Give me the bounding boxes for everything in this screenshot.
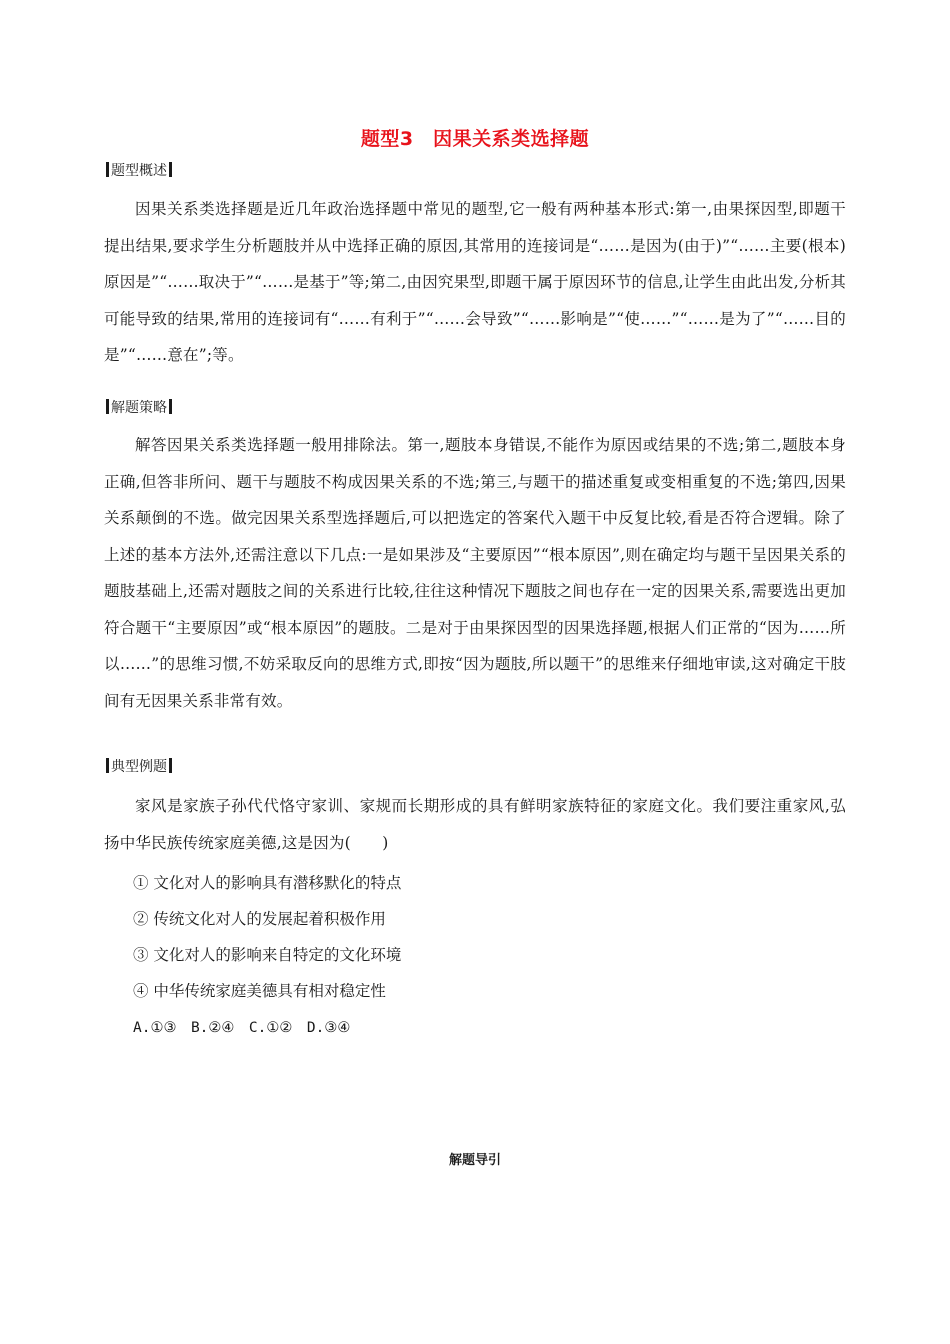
option-3: ③ 文化对人的影响来自特定的文化环境	[133, 946, 402, 964]
example-question-text: 家风是家族子孙代代恪守家训、家规而长期形成的具有鲜明家族特征的家庭文化。我们要注重家风,弘扬中华民族传统家庭美德,这是因为( )	[104, 797, 846, 852]
bracket-right-icon	[169, 399, 172, 414]
overview-text: 因果关系类选择题是近几年政治选择题中常见的题型,它一般有两种基本形式:第一,由果探因型,即题干提出结果,要求学生分析题肢并从中选择正确的原因,其常用的连接词是“……是因为(由于)”“……主要(根本)原因是”“……取决于”“……是基于”等;第二,由因究果型,即题干属于原因环节的信息,让学生由此出发,分析其可能导致的结果,常用的连接词有“……有利于”“……会导致”“……影响是”“使……”“……是为了”“……目的是”“……意在”;等。	[104, 200, 846, 364]
section-label-example: 典型例题	[104, 756, 174, 776]
bracket-left-icon	[106, 399, 109, 414]
option-1: ① 文化对人的影响具有潜移默化的特点	[133, 874, 402, 892]
section-label-overview: 题型概述	[104, 160, 174, 180]
strategy-paragraph	[104, 427, 846, 719]
bracket-left-icon	[106, 162, 109, 177]
option-2: ② 传统文化对人的发展起着积极作用	[133, 910, 386, 928]
example-question	[104, 788, 846, 861]
section-label-strategy: 解题策略	[104, 397, 174, 417]
answer-choices: A.①③ B.②④ C.①② D.③④	[133, 1020, 351, 1036]
bracket-left-icon	[106, 758, 109, 773]
bracket-right-icon	[169, 758, 172, 773]
page-title: 题型3 因果关系类选择题	[360, 128, 590, 150]
overview-paragraph	[104, 191, 846, 374]
option-4: ④ 中华传统家庭美德具有相对稳定性	[133, 982, 386, 1000]
strategy-text: 解答因果关系类选择题一般用排除法。第一,题肢本身错误,不能作为原因或结果的不选;第二,题肢本身正确,但答非所问、题干与题肢不构成因果关系的不选;第三,与题干的描述重复或变相重复的不选;第四,因果关系颠倒的不选。做完因果关系型选择题后,可以把选定的答案代入题干中反复比较,看是否符合逻辑。除了上述的基本方法外,还需注意以下几点:一是如果涉及“主要原因”“根本原因”,则在确定均与题干呈因果关系的题肢基础上,还需对题肢之间的关系进行比较,往往这种情况下题肢之间也存在一定的因果关系,需要选出更加符合题干“主要原因”或“根本原因”的题肢。二是对于由果探因型的因果选择题,根据人们正常的“因为……所以……”的思维习惯,不妨采取反向的思维方式,即按“因为题肢,所以题干”的思维来仔细地审读,这对确定干肢间有无因果关系非常有效。	[104, 436, 846, 710]
section-title-guide: 解题导引	[448, 1153, 501, 1168]
bracket-right-icon	[169, 162, 172, 177]
